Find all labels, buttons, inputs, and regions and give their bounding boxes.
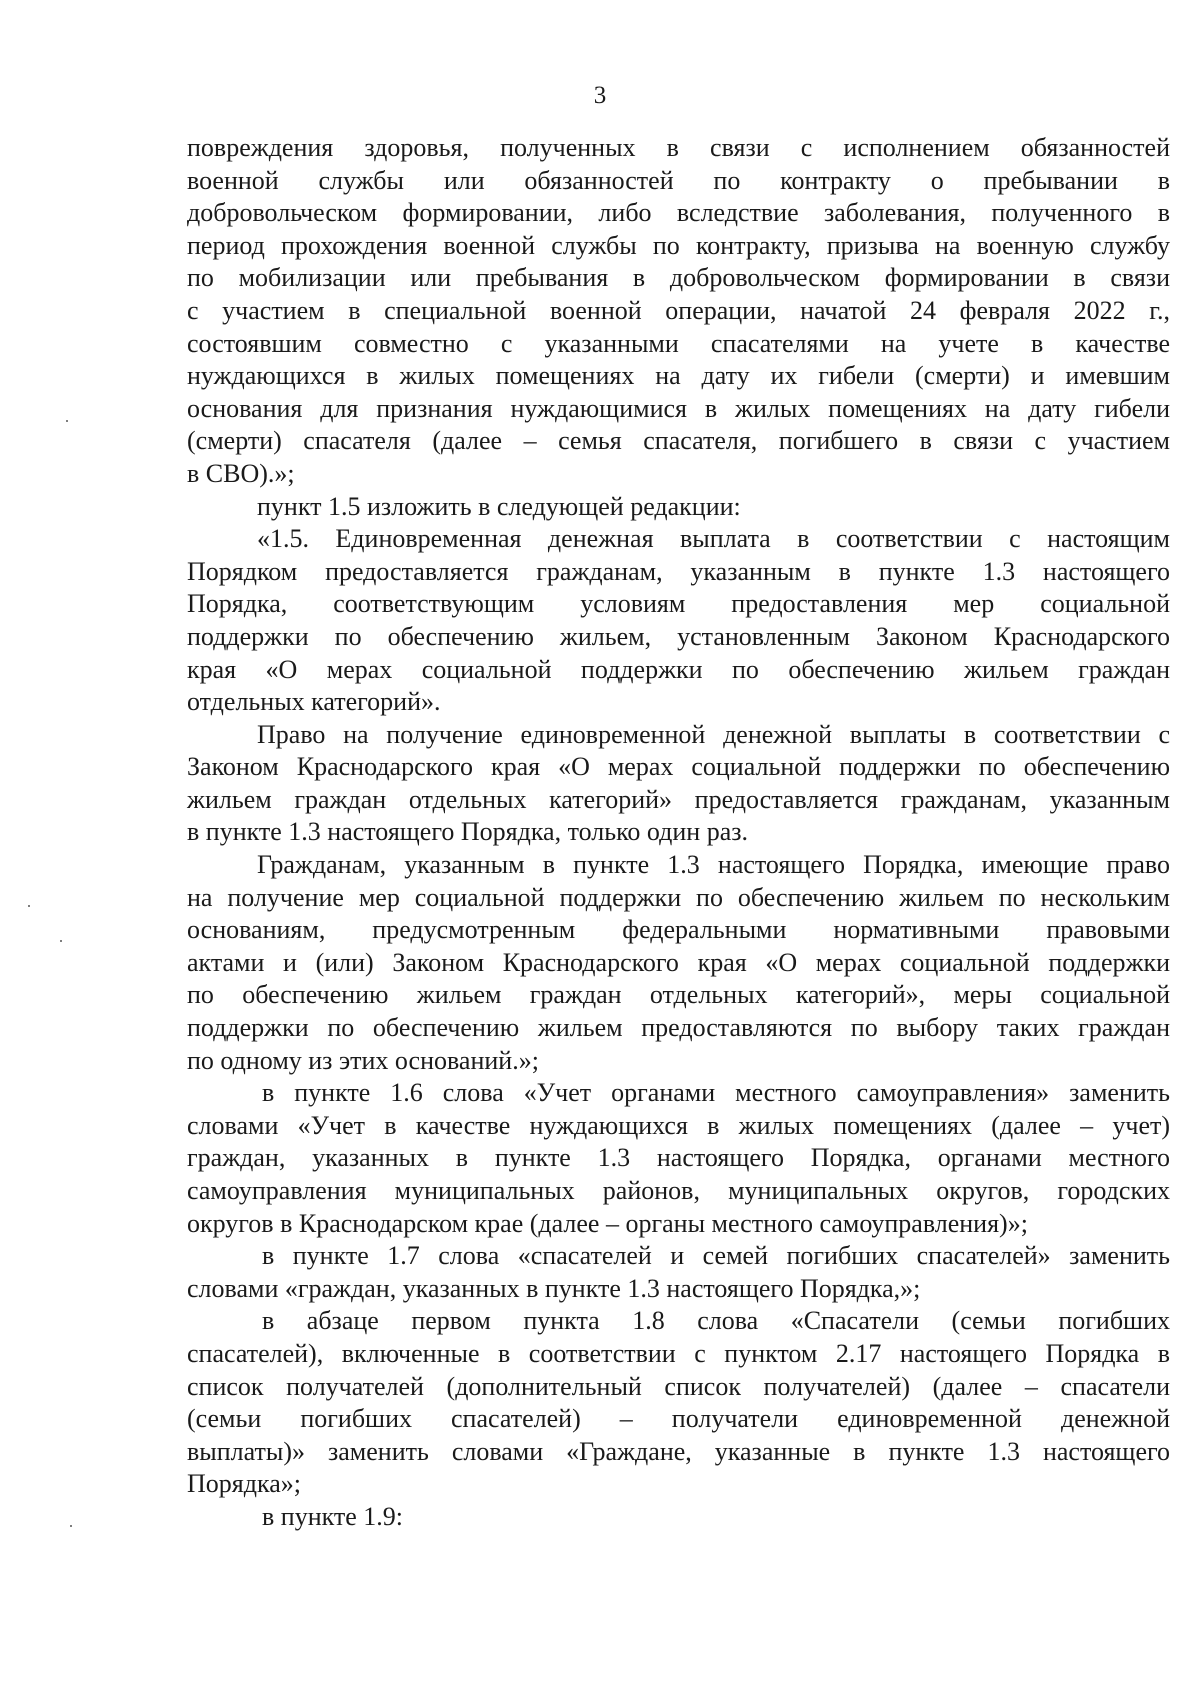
text-line: актами и (или) Законом Краснодарского края «О мерах социальной поддержки [187, 947, 1170, 977]
text-line: основаниям, предусмотренным федеральными нормативными правовыми [187, 915, 1170, 945]
text-line: (смерти) спасателя (далее – семья спасателя, погибшего в связи с участием [187, 426, 1170, 456]
text-line: в абзаце первом пункта 1.8 слова «Спасатели (семьи погибших [262, 1306, 1170, 1336]
text-line: Порядком предоставляется гражданам, указанным в пункте 1.3 настоящего [187, 556, 1170, 586]
scan-speck [66, 420, 68, 422]
text-line: Право на получение единовременной денежной выплаты в соответствии с [257, 719, 1170, 749]
text-line: в пункте 1.6 слова «Учет органами местного самоуправления» заменить [262, 1078, 1170, 1108]
text-line: по мобилизации или пребывания в добровольческом формировании в связи [187, 263, 1170, 293]
paragraph-point-1-7 [187, 1240, 1170, 1305]
text-line: добровольческом формировании, либо вследствие заболевания, полученного в [187, 198, 1170, 228]
text-line: Гражданам, указанным в пункте 1.3 настоящего Порядка, имеющие право [257, 850, 1170, 880]
text-line: пункт 1.5 изложить в следующей редакции: [257, 491, 741, 521]
text-line: края «О мерах социальной поддержки по обеспечению жильем граждан [187, 654, 1170, 684]
text-line: по одному из этих оснований.»; [187, 1045, 539, 1075]
text-line: словами «граждан, указанных в пункте 1.3 настоящего Порядка,»; [187, 1273, 921, 1303]
text-line: основания для признания нуждающимися в жилых помещениях на дату гибели [187, 393, 1170, 423]
text-line: поддержки по обеспечению жильем предоставляются по выбору таких граждан [187, 1013, 1170, 1043]
text-line: в СВО).»; [187, 458, 295, 488]
text-line: военной службы или обязанностей по контракту о пребывании в [187, 165, 1170, 195]
text-line: Законом Краснодарского края «О мерах социальной поддержки по обеспечению [187, 752, 1170, 782]
text-line: на получение мер социальной поддержки по обеспечению жильем по нескольким [187, 882, 1170, 912]
text-line: граждан, указанных в пункте 1.3 настоящего Порядка, органами местного [187, 1143, 1170, 1173]
text-line: словами «Учет в качестве нуждающихся в жилых помещениях (далее – учет) [187, 1110, 1170, 1140]
paragraph-point-1-8 [187, 1305, 1170, 1501]
text-line: поддержки по обеспечению жильем, установленным Законом Краснодарского [187, 621, 1170, 651]
paragraph-multiple-grounds [187, 849, 1170, 1077]
text-line: в пункте 1.9: [262, 1501, 404, 1531]
text-line: Порядка, соответствующим условиям предоставления мер социальной [187, 589, 1170, 619]
text-line: повреждения здоровья, полученных в связи с исполнением обязанностей [187, 133, 1170, 162]
text-line: в пункте 1.7 слова «спасателей и семей погибших спасателей» заменить [262, 1241, 1170, 1271]
text-line: округов в Краснодарском крае (далее – органы местного самоуправления)»; [187, 1208, 1028, 1238]
text-line: список получателей (дополнительный список получателей) (далее – спасатели [187, 1371, 1170, 1401]
page-number: 3 [593, 82, 607, 109]
text-line: нуждающихся в жилых помещениях на дату их гибели (смерти) и имевшим [187, 361, 1170, 391]
scan-speck [28, 905, 30, 907]
text-line: отдельных категорий». [187, 687, 441, 717]
text-line: Порядка»; [187, 1469, 301, 1499]
text-line: самоуправления муниципальных районов, муниципальных округов, городских [187, 1176, 1170, 1205]
text-line: период прохождения военной службы по контракту, призыва на военную службу [187, 230, 1170, 260]
paragraph-point-1-5 [187, 523, 1170, 719]
text-line: жильем граждан отдельных категорий» предоставляется гражданам, указанным [187, 784, 1170, 814]
paragraph-continuation [187, 132, 1170, 491]
document-body [187, 132, 1170, 1534]
text-line: спасателей), включенные в соответствии с пунктом 2.17 настоящего Порядка в [187, 1338, 1170, 1368]
text-line: (семьи погибших спасателей) – получатели единовременной денежной [187, 1404, 1170, 1434]
text-line: состоявшим совместно с указанными спасателями на учете в качестве [187, 328, 1170, 358]
text-line: «1.5. Единовременная денежная выплата в соответствии с настоящим [257, 524, 1170, 554]
paragraph-point-1-9 [187, 1501, 1170, 1534]
text-line: по обеспечению жильем граждан отдельных категорий», меры социальной [187, 980, 1170, 1010]
scan-speck [60, 940, 62, 942]
scan-speck [70, 1525, 72, 1527]
text-line: выплаты)» заменить словами «Граждане, указанные в пункте 1.3 настоящего [187, 1436, 1170, 1466]
text-line: в пункте 1.3 настоящего Порядка, только один раз. [187, 817, 749, 847]
text-line: с участием в специальной военной операции, начатой 24 февраля 2022 г., [187, 295, 1170, 325]
paragraph-point-1-6 [187, 1077, 1170, 1240]
paragraph-right-once [187, 719, 1170, 849]
paragraph-point-1-5-intro [187, 491, 1170, 524]
